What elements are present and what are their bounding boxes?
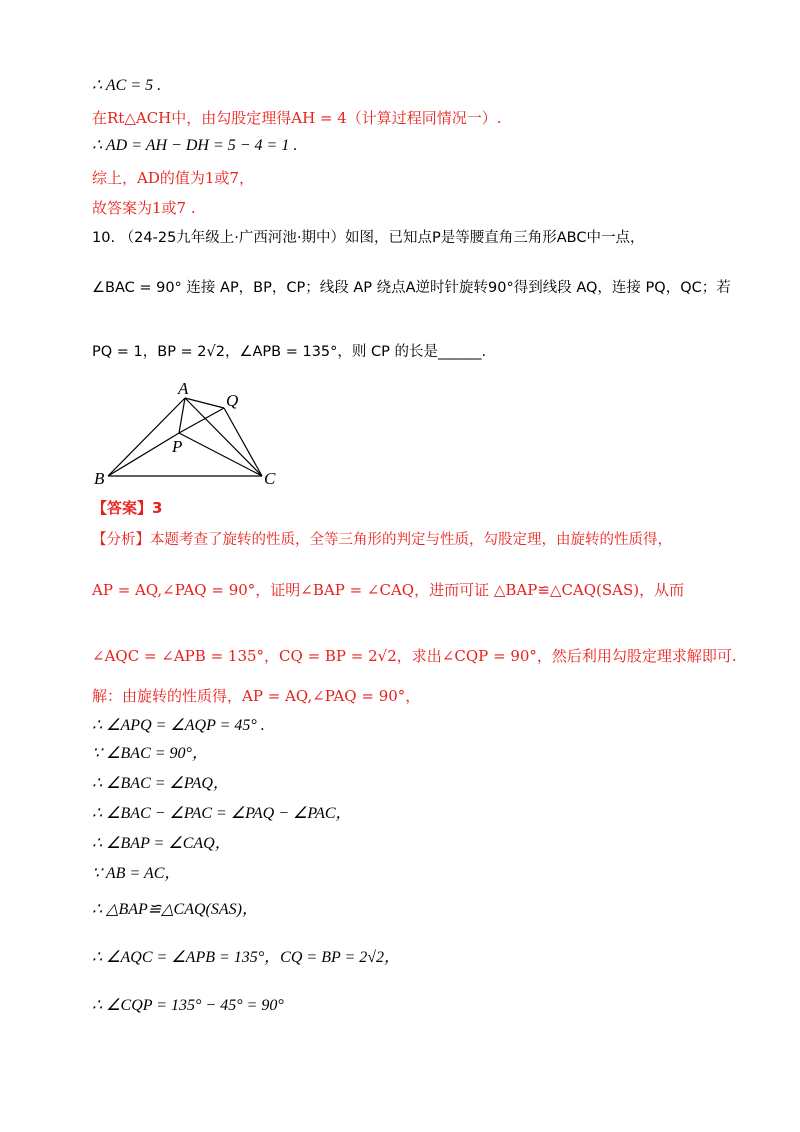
line-summary: 综上，AD的值为1或7， — [92, 169, 254, 187]
analysis-line3: ∠AQC = ∠APB = 135°，CQ = BP = 2√2，求出∠CQP = 90°，然后利用勾股定理求解即可. — [92, 647, 737, 665]
label-b: B — [94, 469, 105, 488]
analysis-line1: 【分析】本题考查了旋转的性质，全等三角形的判定与性质，勾股定理，由旋转的性质得， — [92, 532, 672, 548]
answer-line: 【答案】3 — [92, 499, 163, 517]
solution-line2: ∴ ∠APQ = ∠AQP = 45° . — [92, 717, 265, 734]
solution-line8: ∴ △BAP≌△CAQ(SAS)， — [92, 901, 258, 918]
solution-line4: ∴ ∠BAC = ∠PAQ， — [92, 775, 229, 792]
label-q: Q — [226, 391, 239, 410]
question-10-line3: PQ = 1，BP = 2√2，∠APB = 135°，则 CP 的长是______. — [92, 344, 487, 360]
line-rt-ach: 在Rt△ACH中，由勾股定理得AH = 4（计算过程同情况一）. — [92, 109, 502, 127]
solution-line5: ∴ ∠BAC − ∠PAC = ∠PAQ − ∠PAC， — [92, 805, 352, 822]
solution-line10: ∴ ∠CQP = 135° − 45° = 90° — [92, 997, 284, 1014]
question-10-header: 10. （24-25九年级上·广西河池·期中）如图，已知点P是等腰直角三角形ABC中一点， — [92, 230, 645, 246]
line-ac-5: ∴ AC = 5 . — [92, 77, 162, 94]
label-a: A — [178, 380, 189, 398]
solution-line9: ∴ ∠AQC = ∠APB = 135°，CQ = BP = 2√2， — [92, 949, 401, 966]
solution-line6: ∴ ∠BAP = ∠CAQ， — [92, 835, 231, 852]
label-c: C — [264, 469, 276, 488]
solution-line1: 解：由旋转的性质得，AP = AQ,∠PAQ = 90°， — [92, 687, 421, 705]
line-ad-calc: ∴ AD = AH − DH = 5 − 4 = 1 . — [92, 137, 298, 154]
label-p: P — [172, 437, 183, 456]
line-answer-1-or-7: 故答案为1或7 . — [92, 199, 196, 217]
analysis-line2: AP = AQ,∠PAQ = 90°，证明∠BAP = ∠CAQ，进而可证 △BAP≌△CAQ(SAS)，从而 — [92, 581, 685, 599]
question-10-line2: ∠BAC = 90° 连接 AP，BP，CP；线段 AP 绕点A逆时针旋转90°得到线段 AQ，连接 PQ，QC；若 — [92, 280, 731, 296]
solution-line7: ∵ AB = AC， — [92, 865, 181, 882]
solution-line3: ∵ ∠BAC = 90°， — [92, 745, 208, 762]
triangle-figure — [92, 380, 292, 490]
